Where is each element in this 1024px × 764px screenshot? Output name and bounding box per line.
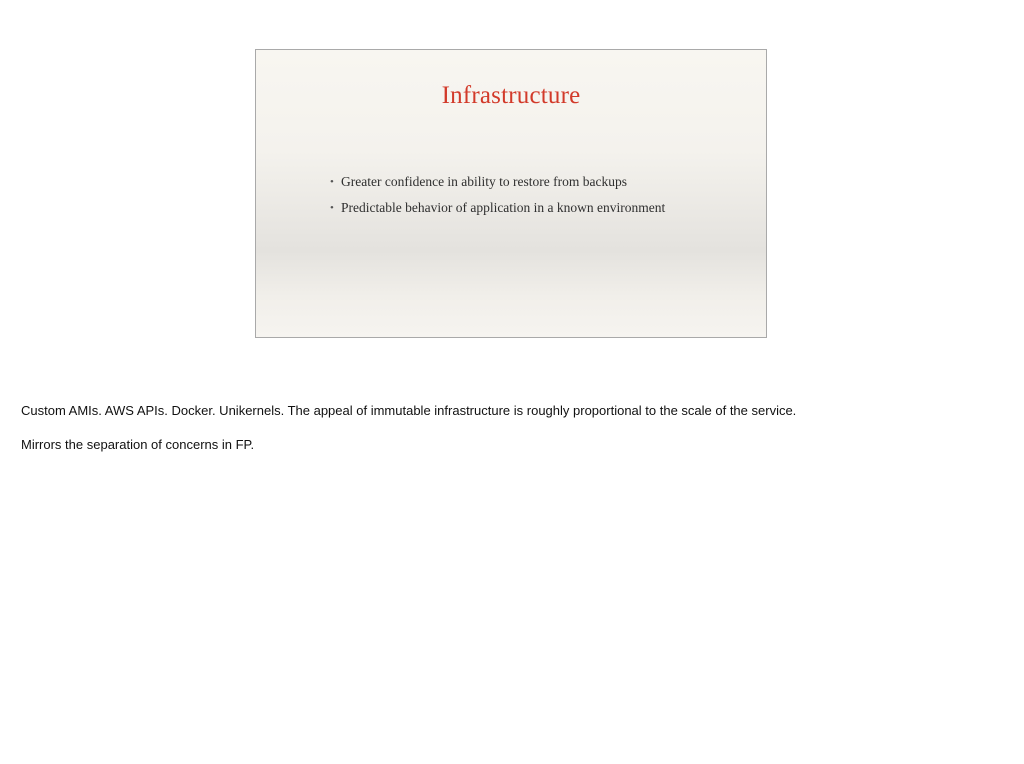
- bullet-list: [331, 173, 665, 225]
- slide-title: Infrastructure: [441, 82, 581, 109]
- slide-preview: [255, 49, 767, 338]
- bullet-text: Greater confidence in ability to restore from backups: [341, 174, 628, 189]
- presenter-notes: [21, 403, 1001, 471]
- note-paragraph: Custom AMIs. AWS APIs. Docker. Unikernels. The appeal of immutable infrastructure is roughly proportional to the scale of the service.: [21, 403, 797, 418]
- bullet-item: [331, 173, 665, 191]
- note-paragraph: Mirrors the separation of concerns in FP.: [21, 437, 255, 452]
- bullet-icon: •: [330, 176, 334, 188]
- bullet-text: Predictable behavior of application in a known environment: [341, 200, 666, 215]
- bullet-icon: •: [330, 202, 334, 214]
- bullet-item: [331, 199, 665, 217]
